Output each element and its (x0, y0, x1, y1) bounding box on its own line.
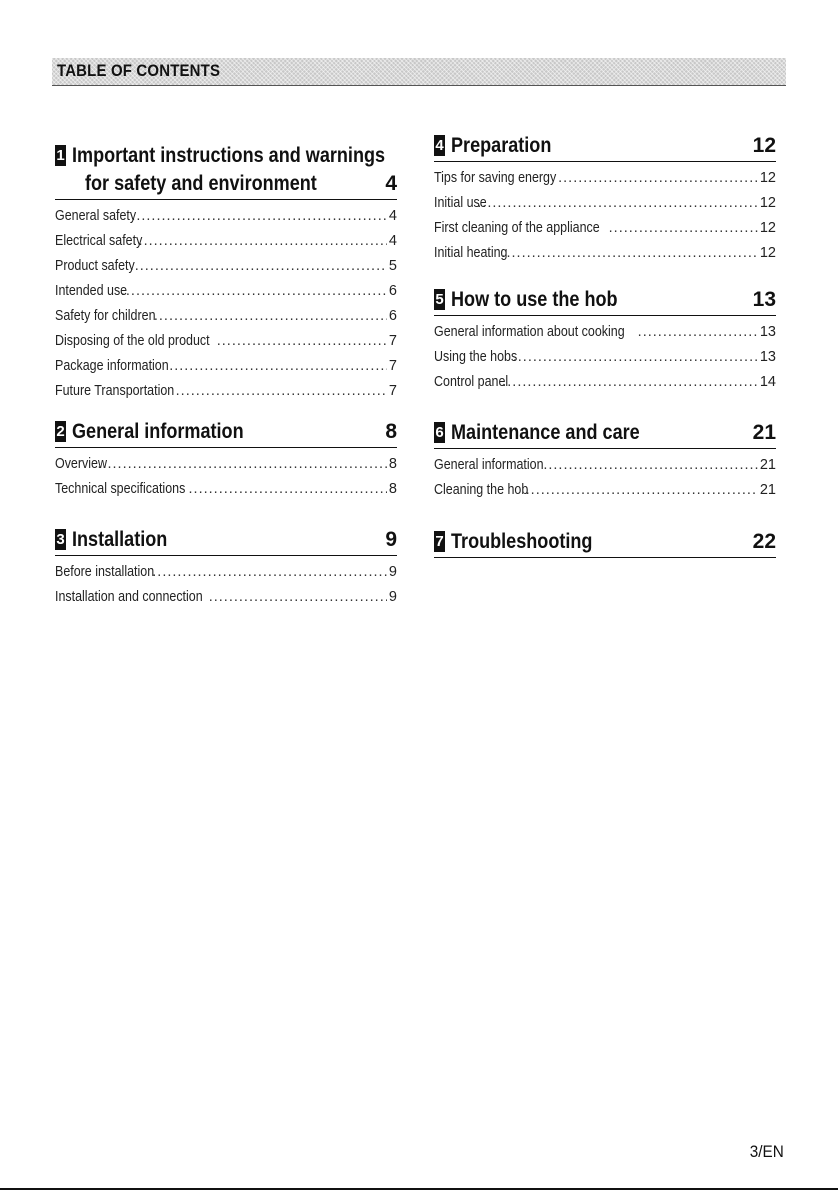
toc-entry-title: Before installation (55, 564, 155, 580)
toc-entry[interactable] (55, 308, 397, 333)
dot-leader (209, 589, 387, 605)
toc-section-1 (55, 141, 397, 408)
toc-entry-title: Using the hobs (434, 349, 518, 365)
toc-title: TABLE OF CONTENTS (57, 61, 221, 80)
toc-entry-page: 21 (759, 482, 776, 498)
toc-entry-title: Overview (55, 456, 107, 472)
toc-entry-page: 12 (759, 170, 776, 186)
toc-entry[interactable] (434, 170, 776, 195)
toc-entry[interactable] (55, 383, 397, 408)
section-title: General information (72, 420, 244, 443)
section-page-number: 13 (752, 288, 776, 311)
toc-entry-page: 8 (388, 456, 397, 472)
toc-entry-page: 9 (388, 589, 397, 605)
toc-entry-title: Tips for saving energy (434, 170, 557, 186)
section-page-number: 9 (385, 528, 397, 551)
toc-entry-title: Electrical safety (55, 233, 143, 249)
section-title: Maintenance and care (451, 421, 640, 444)
toc-entry-title: General information (434, 457, 544, 473)
section-page-number: 4 (385, 172, 397, 195)
toc-entry-title: Future Transportation (55, 383, 175, 399)
toc-entry-page: 7 (388, 383, 397, 399)
dot-leader (217, 333, 387, 349)
toc-entry[interactable] (434, 245, 776, 270)
dot-leader (609, 220, 758, 236)
toc-entry-page: 12 (759, 220, 776, 236)
dot-leader (139, 233, 387, 249)
toc-entry-title: General safety (55, 208, 137, 224)
toc-entry-title: General information about cooking (434, 324, 625, 340)
toc-entry[interactable] (55, 456, 397, 481)
toc-section-6 (434, 418, 776, 507)
toc-entry-page: 12 (759, 195, 776, 211)
toc-entry-list (55, 456, 397, 506)
section-number-badge: 7 (435, 533, 444, 550)
dot-leader (638, 324, 758, 340)
toc-section-3 (55, 525, 397, 614)
toc-entry-page: 8 (388, 481, 397, 497)
toc-entry-title: Product safety (55, 258, 135, 274)
toc-entry-title: Disposing of the old product (55, 333, 210, 349)
toc-entry-title: Installation and connection (55, 589, 203, 605)
section-page-number: 12 (752, 134, 776, 157)
section-title-continued: for safety and environment (85, 172, 317, 195)
toc-entry[interactable] (55, 233, 397, 258)
section-heading[interactable] (434, 527, 776, 558)
toc-entry-list (434, 170, 776, 270)
dot-leader (176, 383, 387, 399)
dot-leader (189, 481, 387, 497)
section-number-badge: 1 (56, 147, 65, 164)
toc-entry-page: 4 (388, 208, 397, 224)
section-number-badge: 2 (56, 423, 65, 440)
section-page-number: 22 (752, 530, 776, 553)
dot-leader (501, 245, 757, 261)
section-heading[interactable] (434, 418, 776, 449)
dot-leader (558, 170, 758, 186)
toc-entry[interactable] (434, 324, 776, 349)
dot-leader (543, 457, 758, 473)
toc-entry-page: 13 (759, 324, 776, 340)
section-title: Troubleshooting (451, 530, 593, 553)
toc-entry-title: Package information (55, 358, 169, 374)
toc-entry-page: 7 (388, 333, 397, 349)
dot-leader (152, 564, 387, 580)
toc-entry-list (55, 564, 397, 614)
dot-leader (121, 283, 387, 299)
section-heading[interactable] (55, 525, 397, 556)
section-title: Preparation (451, 134, 552, 157)
section-number-badge: 6 (435, 424, 444, 441)
toc-banner (52, 58, 786, 86)
toc-section-2 (55, 417, 397, 506)
footer-rule (0, 1188, 838, 1190)
toc-entry[interactable] (55, 589, 397, 614)
toc-entry[interactable] (55, 564, 397, 589)
toc-entry-title: Initial heating (434, 245, 508, 261)
dot-leader (169, 358, 387, 374)
section-number-badge: 3 (56, 531, 65, 548)
toc-entry-list (434, 457, 776, 507)
dot-leader (502, 374, 758, 390)
dot-leader (513, 349, 758, 365)
toc-entry-page: 13 (759, 349, 776, 365)
dot-leader (131, 208, 387, 224)
toc-entry-title: Cleaning the hob (434, 482, 529, 498)
toc-entry-page: 6 (388, 308, 397, 324)
toc-entry-page: 12 (759, 245, 776, 261)
toc-entry[interactable] (434, 195, 776, 220)
toc-entry[interactable] (55, 283, 397, 308)
toc-entry-page: 9 (388, 564, 397, 580)
toc-entry-page: 14 (759, 374, 776, 390)
section-page-number: 8 (385, 420, 397, 443)
toc-entry-page: 5 (388, 258, 397, 274)
toc-entry[interactable] (434, 220, 776, 245)
toc-entry-title: Initial use (434, 195, 487, 211)
dot-leader (97, 456, 386, 472)
toc-section-7 (434, 527, 776, 558)
toc-entry-list (434, 324, 776, 399)
page-number-footer: 3/EN (749, 1142, 784, 1161)
toc-entry-page: 6 (388, 283, 397, 299)
toc-entry[interactable] (434, 482, 776, 507)
toc-entry-title: First cleaning of the appliance (434, 220, 600, 236)
toc-entry[interactable] (434, 457, 776, 482)
toc-section-4 (434, 131, 776, 270)
toc-entry[interactable] (55, 358, 397, 383)
section-page-number: 21 (752, 421, 776, 444)
section-title: Installation (72, 528, 168, 551)
dot-leader (526, 482, 758, 498)
section-heading[interactable] (55, 141, 397, 200)
toc-entry[interactable] (434, 374, 776, 399)
section-heading[interactable] (55, 417, 397, 448)
toc-entry-page: 21 (759, 457, 776, 473)
dot-leader (477, 195, 758, 211)
section-number-badge: 5 (435, 291, 444, 308)
dot-leader (130, 258, 387, 274)
toc-entry-title: Control panel (434, 374, 509, 390)
toc-entry-title: Safety for children (55, 308, 156, 324)
section-title: Important instructions and warnings (72, 144, 386, 167)
toc-entry[interactable] (55, 208, 397, 233)
toc-entry-list (55, 208, 397, 408)
toc-entry-title: Intended use (55, 283, 128, 299)
dot-leader (154, 308, 387, 324)
section-heading[interactable] (434, 285, 776, 316)
toc-entry-page: 7 (388, 358, 397, 374)
section-title: How to use the hob (451, 288, 618, 311)
toc-entry[interactable] (55, 258, 397, 283)
toc-entry[interactable] (55, 481, 397, 506)
toc-section-5 (434, 285, 776, 399)
toc-entry[interactable] (434, 349, 776, 374)
section-heading[interactable] (434, 131, 776, 162)
toc-entry-title: Technical specifications (55, 481, 186, 497)
section-number-badge: 4 (435, 137, 444, 154)
toc-entry-page: 4 (388, 233, 397, 249)
toc-entry[interactable] (55, 333, 397, 358)
